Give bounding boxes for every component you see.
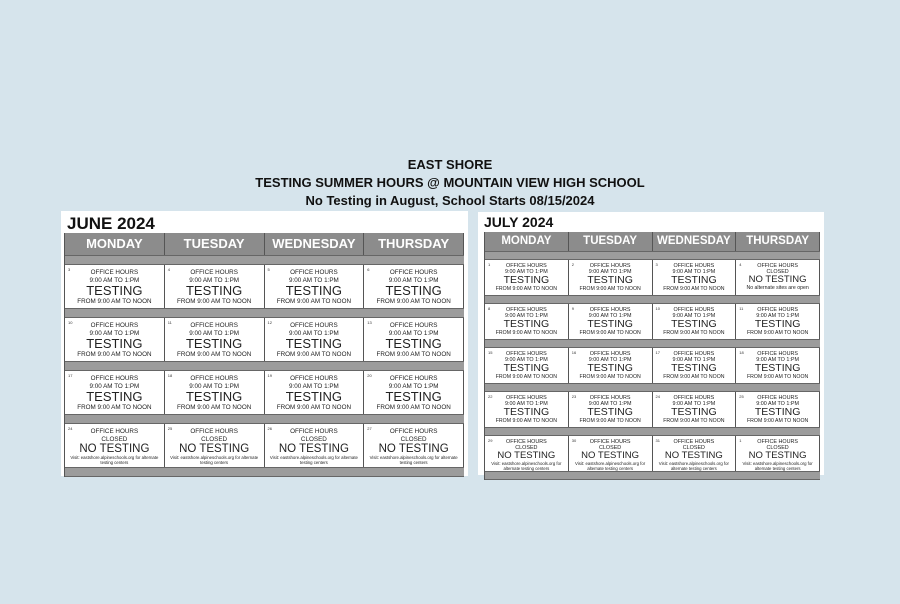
office-hours-label: OFFICE HOURS [673,351,715,357]
testing-note: Visit: eastshore.alpineschools.org for alternate testing centers [369,455,458,465]
testing-note: FROM 9:00 AM TO NOON [495,418,557,424]
date-number: 29 [488,438,493,443]
date-number: 3 [68,267,71,272]
week-separator [65,255,464,265]
office-hours-label: OFFICE HOURS [757,395,798,401]
testing-status: NO TESTING [497,450,556,461]
date-number: 5 [267,267,270,272]
cell-content [569,392,652,424]
office-hours-value: CLOSED [599,445,622,451]
testing-note: FROM 9:00 AM TO NOON [579,330,641,336]
week-separator [485,251,820,260]
office-hours-label: OFFICE HOURS [190,269,238,276]
office-hours-value: CLOSED [300,435,327,443]
cell-content [65,318,164,358]
testing-status: NO TESTING [748,274,807,285]
testing-status: NO TESTING [179,443,250,455]
day-header: MONDAY [485,232,569,251]
date-number: 31 [655,438,660,443]
office-hours-value: 9:00 AM TO 1:PM [756,313,799,319]
office-hours-value: CLOSED [515,445,538,451]
day-cell [65,371,165,414]
day-cell [65,318,165,361]
day-cell [569,304,653,339]
testing-note: FROM 9:00 AM TO NOON [579,286,641,292]
office-hours-value: 9:00 AM TO 1:PM [588,313,632,319]
cell-content [165,318,264,358]
testing-status: NO TESTING [748,450,807,461]
office-hours-value: CLOSED [400,435,427,443]
office-hours-label: OFFICE HOURS [290,375,338,382]
page-heading [0,156,900,210]
office-hours-label: OFFICE HOURS [673,439,715,445]
office-hours-label: OFFICE HOURS [506,439,547,445]
day-cell [653,392,737,427]
office-hours-label: OFFICE HOURS [506,307,547,313]
testing-note: FROM 9:00 AM TO NOON [276,298,352,305]
date-number: 18 [739,350,744,355]
office-hours-label: OFFICE HOURS [757,263,798,269]
cell-content [364,371,463,411]
cell-content [569,304,652,336]
office-hours-value: 9:00 AM TO 1:PM [89,329,140,337]
office-hours-label: OFFICE HOURS [190,322,238,329]
day-cell [165,424,265,467]
week-separator [65,308,464,318]
testing-status: TESTING [385,336,442,351]
office-hours-label: OFFICE HOURS [589,439,631,445]
day-cell [364,265,464,308]
cell-content [485,348,568,380]
testing-status: TESTING [385,389,442,404]
day-cell [485,304,569,339]
testing-status: TESTING [503,318,550,330]
date-number: 11 [167,320,172,325]
day-cell [485,260,569,295]
testing-status: NO TESTING [79,443,150,455]
day-header: MONDAY [65,233,165,255]
office-hours-label: OFFICE HOURS [673,395,715,401]
cell-content [265,371,364,411]
office-hours-value: 9:00 AM TO 1:PM [288,276,339,284]
testing-note: FROM 9:00 AM TO NOON [663,374,725,380]
office-hours-label: OFFICE HOURS [389,322,438,329]
office-hours-label: OFFICE HOURS [506,395,547,401]
testing-status: TESTING [671,318,717,330]
office-hours-label: OFFICE HOURS [589,307,631,313]
day-cell [265,265,365,308]
office-hours-label: OFFICE HOURS [757,307,798,313]
testing-status: TESTING [385,283,442,298]
day-cell [165,371,265,414]
day-cell [653,260,737,295]
month-title: JUNE 2024 [67,214,155,233]
calendar-grid [64,233,464,477]
testing-note: Visit: eastshore.alpineschools.org for alternate testing centers [658,461,729,471]
office-hours-value: CLOSED [101,435,128,443]
office-hours-label: OFFICE HOURS [589,395,631,401]
testing-status: TESTING [503,274,550,286]
week-separator [485,471,820,480]
day-header: WEDNESDAY [653,232,737,251]
testing-note: No alternate sites are open [746,285,809,291]
office-hours-label: OFFICE HOURS [673,307,715,313]
heading-school: EAST SHORE [407,157,493,172]
office-hours-value: 9:00 AM TO 1:PM [505,357,548,363]
office-hours-value: CLOSED [766,445,789,451]
cell-content [165,371,264,411]
week-separator [65,414,464,424]
testing-note: FROM 9:00 AM TO NOON [77,351,152,358]
cell-content [65,424,164,465]
testing-note: FROM 9:00 AM TO NOON [747,330,809,336]
day-cell [485,436,569,471]
day-cell [165,318,265,361]
cell-content [364,424,463,465]
office-hours-value: 9:00 AM TO 1:PM [189,329,240,337]
testing-note: FROM 9:00 AM TO NOON [663,418,725,424]
day-cell [265,318,365,361]
office-hours-value: 9:00 AM TO 1:PM [588,269,632,275]
testing-note: FROM 9:00 AM TO NOON [176,298,252,305]
july-calendar [478,212,824,475]
date-number: 18 [167,373,173,378]
office-hours-label: OFFICE HOURS [290,428,338,435]
date-number: 4 [167,267,170,272]
testing-note: FROM 9:00 AM TO NOON [663,330,725,336]
day-cell [653,304,737,339]
day-cell [653,348,737,383]
day-cell [364,318,464,361]
cell-content [65,265,164,305]
testing-status: NO TESTING [664,450,723,461]
cell-content [485,392,568,424]
office-hours-label: OFFICE HOURS [757,439,798,445]
office-hours-label: OFFICE HOURS [389,375,438,382]
testing-note: FROM 9:00 AM TO NOON [579,418,641,424]
office-hours-value: 9:00 AM TO 1:PM [388,276,439,284]
testing-status: TESTING [671,274,717,286]
cell-content [569,348,652,380]
day-cell [485,348,569,383]
testing-status: TESTING [671,362,717,374]
cell-content [364,318,463,358]
month-title: JULY 2024 [484,214,554,230]
testing-status: TESTING [587,406,633,418]
office-hours-value: 9:00 AM TO 1:PM [756,401,799,407]
testing-status: TESTING [86,389,143,404]
office-hours-value: 9:00 AM TO 1:PM [189,382,240,390]
office-hours-value: 9:00 AM TO 1:PM [505,269,548,275]
office-hours-value: 9:00 AM TO 1:PM [756,357,799,363]
office-hours-label: OFFICE HOURS [190,375,238,382]
cell-content [265,265,364,305]
office-hours-label: OFFICE HOURS [389,269,438,276]
office-hours-label: OFFICE HOURS [589,351,631,357]
testing-status: TESTING [86,336,143,351]
testing-status: TESTING [503,362,550,374]
testing-note: FROM 9:00 AM TO NOON [77,404,152,411]
cell-content [653,436,736,471]
date-number: 30 [571,438,577,443]
week-separator [485,427,820,436]
testing-status: TESTING [671,406,717,418]
testing-note: FROM 9:00 AM TO NOON [579,374,641,380]
cell-content [736,348,819,380]
testing-note: FROM 9:00 AM TO NOON [77,298,152,305]
testing-note: Visit: eastshore.alpineschools.org for alternate testing centers [575,461,646,471]
testing-note: FROM 9:00 AM TO NOON [176,351,252,358]
cell-content [736,304,819,336]
office-hours-value: 9:00 AM TO 1:PM [505,401,548,407]
day-cell [569,348,653,383]
day-cell [736,304,820,339]
testing-note: FROM 9:00 AM TO NOON [747,374,809,380]
day-header: THURSDAY [364,233,464,255]
day-header: TUESDAY [165,233,265,255]
cell-content [653,304,736,336]
testing-status: TESTING [285,283,343,298]
cell-content [165,424,264,465]
office-hours-value: 9:00 AM TO 1:PM [672,401,716,407]
date-number: 11 [739,306,744,311]
testing-note: FROM 9:00 AM TO NOON [747,418,809,424]
cell-content [653,260,736,292]
date-number: 13 [367,320,372,325]
day-cell [165,265,265,308]
day-cell [569,392,653,427]
office-hours-label: OFFICE HOURS [389,428,438,435]
date-number: 17 [68,373,73,378]
day-cell [364,371,464,414]
date-number: 20 [367,373,372,378]
date-number: 10 [655,306,660,311]
day-cell [653,436,737,471]
week-separator [485,383,820,392]
day-cell [736,260,820,295]
office-hours-value: 9:00 AM TO 1:PM [288,382,339,390]
week-separator [485,295,820,304]
office-hours-value: 9:00 AM TO 1:PM [189,276,240,284]
cell-content [265,318,364,358]
cell-content [65,371,164,411]
office-hours-value: 9:00 AM TO 1:PM [388,382,439,390]
date-number: 25 [167,426,173,431]
date-number: 2 [571,262,574,267]
testing-status: TESTING [587,362,633,374]
calendar-grid [484,232,820,480]
office-hours-label: OFFICE HOURS [90,269,139,276]
day-cell [569,436,653,471]
office-hours-value: 9:00 AM TO 1:PM [89,382,140,390]
cell-content [485,436,568,471]
day-cell [569,260,653,295]
testing-note: FROM 9:00 AM TO NOON [176,404,252,411]
testing-note: FROM 9:00 AM TO NOON [495,374,557,380]
office-hours-value: CLOSED [682,445,705,451]
testing-note: FROM 9:00 AM TO NOON [376,298,451,305]
day-header: TUESDAY [569,232,653,251]
office-hours-label: OFFICE HOURS [506,263,547,269]
cell-content [165,265,264,305]
testing-note: Visit: eastshore.alpineschools.org for alternate testing centers [70,455,159,465]
testing-note: Visit: eastshore.alpineschools.org for alternate testing centers [491,461,562,471]
testing-status: TESTING [185,336,243,351]
office-hours-label: OFFICE HOURS [673,263,715,269]
date-number: 1 [488,262,491,267]
office-hours-value: 9:00 AM TO 1:PM [588,357,632,363]
testing-note: FROM 9:00 AM TO NOON [495,330,557,336]
testing-note: FROM 9:00 AM TO NOON [376,404,451,411]
office-hours-label: OFFICE HOURS [90,428,139,435]
testing-note: FROM 9:00 AM TO NOON [276,404,352,411]
office-hours-value: 9:00 AM TO 1:PM [672,313,716,319]
testing-status: NO TESTING [278,443,349,455]
office-hours-value: 9:00 AM TO 1:PM [672,269,716,275]
date-number: 24 [655,394,660,399]
cell-content [485,260,568,292]
testing-status: TESTING [185,283,243,298]
day-cell [265,424,365,467]
testing-status: TESTING [754,318,801,330]
date-number: 24 [68,426,73,431]
cell-content [364,265,463,305]
heading-title: TESTING SUMMER HOURS @ MOUNTAIN VIEW HIGH SCHOOL [255,175,645,190]
testing-note: FROM 9:00 AM TO NOON [495,286,557,292]
testing-status: TESTING [86,283,143,298]
day-cell [736,392,820,427]
day-cell [65,265,165,308]
office-hours-value: 9:00 AM TO 1:PM [288,329,339,337]
testing-status: TESTING [185,389,243,404]
office-hours-value: CLOSED [201,435,228,443]
date-number: 10 [68,320,73,325]
day-cell [364,424,464,467]
cell-content [653,348,736,380]
office-hours-value: 9:00 AM TO 1:PM [672,357,716,363]
testing-note: FROM 9:00 AM TO NOON [276,351,352,358]
date-number: 15 [488,350,493,355]
office-hours-value: 9:00 AM TO 1:PM [388,329,439,337]
cell-content [569,436,652,471]
cell-content [569,260,652,292]
testing-status: NO TESTING [581,450,640,461]
testing-status: TESTING [754,406,801,418]
day-header: THURSDAY [736,232,820,251]
june-calendar [61,211,468,476]
office-hours-label: OFFICE HOURS [90,375,139,382]
testing-status: TESTING [503,406,550,418]
office-hours-value: 9:00 AM TO 1:PM [588,401,632,407]
office-hours-label: OFFICE HOURS [757,351,798,357]
cell-content [485,304,568,336]
date-number: 9 [571,306,574,311]
office-hours-label: OFFICE HOURS [506,351,547,357]
cell-content [653,392,736,424]
cell-content [736,392,819,424]
date-number: 26 [267,426,272,431]
day-header: WEDNESDAY [265,233,365,255]
office-hours-label: OFFICE HOURS [589,263,631,269]
office-hours-label: OFFICE HOURS [290,322,338,329]
date-number: 27 [367,426,372,431]
cell-content [736,260,819,291]
testing-note: Visit: eastshore.alpineschools.org for alternate testing centers [269,455,358,465]
week-separator [65,361,464,371]
day-cell [736,436,820,471]
date-number: 22 [488,394,493,399]
office-hours-value: CLOSED [766,269,789,275]
office-hours-label: OFFICE HOURS [290,269,338,276]
testing-note: Visit: eastshore.alpineschools.org for alternate testing centers [170,455,259,465]
date-number: 17 [655,350,660,355]
week-separator [485,339,820,348]
testing-status: NO TESTING [378,443,449,455]
date-number: 16 [571,350,577,355]
testing-status: TESTING [285,336,343,351]
cell-content [265,424,364,465]
date-number: 4 [739,262,742,267]
heading-note: No Testing in August, School Starts 08/15/2024 [305,193,595,208]
testing-status: TESTING [587,318,633,330]
week-separator [65,467,464,477]
cell-content [736,436,819,471]
office-hours-value: 9:00 AM TO 1:PM [89,276,140,284]
testing-note: FROM 9:00 AM TO NOON [376,351,451,358]
day-cell [736,348,820,383]
date-number: 19 [267,373,272,378]
day-cell [265,371,365,414]
date-number: 6 [367,267,370,272]
date-number: 23 [571,394,577,399]
office-hours-label: OFFICE HOURS [90,322,139,329]
testing-note: FROM 9:00 AM TO NOON [663,286,725,292]
office-hours-value: 9:00 AM TO 1:PM [505,313,548,319]
office-hours-label: OFFICE HOURS [190,428,238,435]
testing-status: TESTING [587,274,633,286]
day-cell [65,424,165,467]
testing-status: TESTING [285,389,343,404]
date-number: 12 [267,320,272,325]
date-number: 25 [739,394,744,399]
testing-status: TESTING [754,362,801,374]
date-number: 1 [739,438,742,443]
date-number: 3 [655,262,658,267]
testing-note: Visit: eastshore.alpineschools.org for alternate testing centers [742,461,813,471]
day-cell [485,392,569,427]
date-number: 8 [488,306,491,311]
